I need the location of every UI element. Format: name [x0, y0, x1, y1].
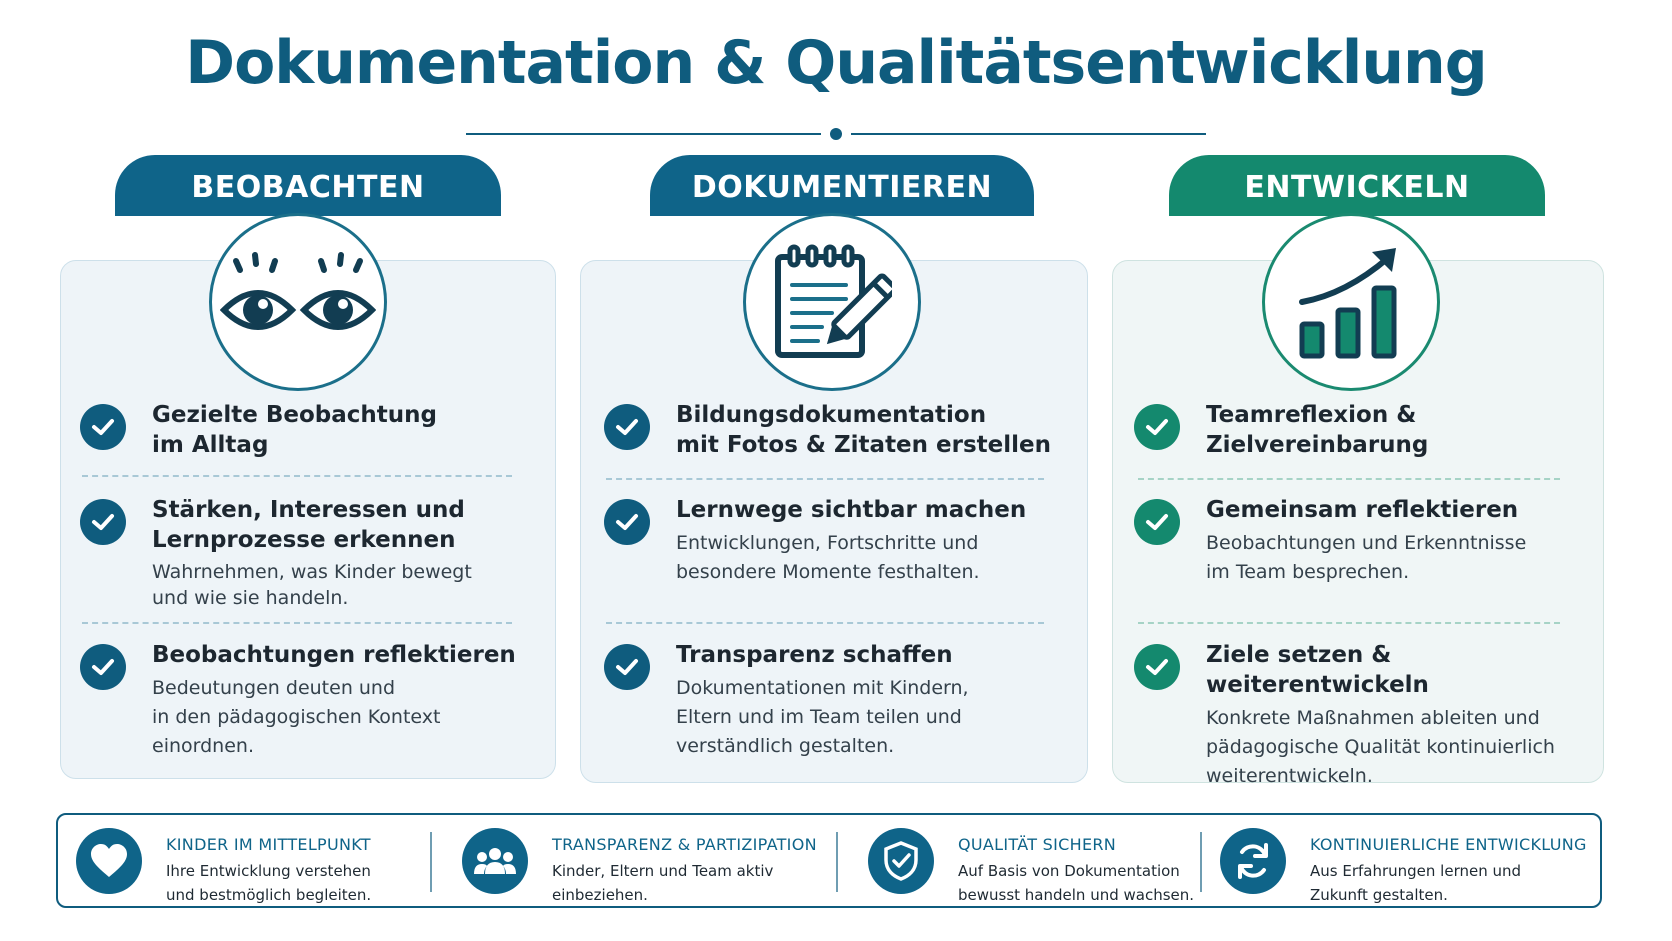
column-icon-circle — [743, 213, 921, 391]
check-icon — [1134, 644, 1180, 690]
item-title: Teamreflexion & Zielvereinbarung — [1206, 402, 1429, 458]
list-item — [80, 400, 532, 470]
column-heading: DOKUMENTIEREN — [650, 155, 1034, 216]
divider — [606, 478, 1044, 480]
item-text: Wahrnehmen, was Kinder bewegt und wie sie handeln. — [152, 561, 472, 609]
heart-icon — [76, 828, 142, 894]
refresh-icon — [1220, 828, 1286, 894]
item-text: Beobachtungen und Erkenntnisse im Team besprechen. — [1206, 532, 1527, 583]
list-item — [604, 495, 1064, 625]
notepad-pencil-icon — [772, 243, 892, 361]
footer-bar — [56, 813, 1602, 908]
divider — [1138, 622, 1560, 624]
growth-chart-icon — [1296, 244, 1406, 360]
column-heading: BEOBACHTEN — [115, 155, 501, 216]
divider — [606, 622, 1044, 624]
title-divider — [466, 128, 1206, 140]
column-entwickeln — [1112, 155, 1604, 787]
item-title: Ziele setzen & weiterentwickeln — [1206, 642, 1429, 698]
footer-divider — [1200, 832, 1202, 892]
divider — [1138, 478, 1560, 480]
item-text: Dokumentationen mit Kindern, Eltern und im Team teilen und verständlich gestalten. — [676, 677, 969, 757]
footer-heading: TRANSPARENZ & PARTIZIPATION — [552, 835, 817, 854]
check-icon — [80, 404, 126, 450]
column-beobachten — [60, 155, 556, 783]
list-item — [1134, 640, 1594, 787]
footer-text: Kinder, Eltern und Team aktiv einbeziehen. — [552, 862, 774, 904]
footer-divider — [836, 832, 838, 892]
column-dokumentieren — [580, 155, 1088, 783]
item-title: Beobachtungen reflektieren — [152, 642, 516, 668]
item-text: Konkrete Maßnahmen ableiten und pädagogische Qualität kontinuierlich weiterentwickeln. — [1206, 707, 1555, 787]
eyes-icon — [220, 252, 376, 352]
footer-item — [462, 815, 822, 906]
check-icon — [604, 499, 650, 545]
item-title: Gezielte Beobachtung im Alltag — [152, 402, 437, 458]
footer-item — [1220, 815, 1590, 906]
list-item — [1134, 400, 1580, 470]
check-icon — [604, 644, 650, 690]
footer-item — [868, 815, 1208, 906]
check-icon — [1134, 404, 1180, 450]
column-heading: ENTWICKELN — [1169, 155, 1545, 216]
list-item — [604, 400, 1064, 470]
shield-check-icon — [868, 828, 934, 894]
footer-divider — [430, 832, 432, 892]
list-item — [80, 495, 532, 625]
page-title: Dokumentation & Qualitätsentwicklung — [185, 28, 1487, 98]
footer-text: Ihre Entwicklung verstehen und bestmöglich begleiten. — [166, 862, 372, 904]
divider — [82, 475, 512, 477]
check-icon — [80, 499, 126, 545]
item-text: Bedeutungen deuten und in den pädagogischen Kontext einordnen. — [152, 677, 441, 757]
item-title: Lernwege sichtbar machen — [676, 497, 1027, 523]
footer-heading: QUALITÄT SICHERN — [958, 835, 1117, 854]
people-icon — [462, 828, 528, 894]
divider — [82, 622, 512, 624]
item-text: Entwicklungen, Fortschritte und besondere Momente festhalten. — [676, 532, 980, 583]
column-icon-circle — [209, 213, 387, 391]
list-item — [1134, 495, 1580, 625]
column-icon-circle — [1262, 213, 1440, 391]
check-icon — [80, 644, 126, 690]
item-title: Gemeinsam reflektieren — [1206, 497, 1519, 523]
footer-text: Aus Erfahrungen lernen und Zukunft gestalten. — [1310, 862, 1522, 904]
item-title: Stärken, Interessen und Lernprozesse erkennen — [152, 497, 465, 553]
footer-heading: KONTINUIERLICHE ENTWICKLUNG — [1310, 835, 1587, 854]
footer-text: Auf Basis von Dokumentation bewusst handeln und wachsen. — [958, 862, 1195, 904]
footer-item — [76, 815, 416, 906]
list-item — [604, 640, 1064, 770]
item-title: Transparenz schaffen — [676, 642, 953, 668]
check-icon — [604, 404, 650, 450]
footer-heading: KINDER IM MITTELPUNKT — [166, 835, 371, 854]
check-icon — [1134, 499, 1180, 545]
item-title: Bildungsdokumentation mit Fotos & Zitaten erstellen — [676, 402, 1052, 458]
list-item — [80, 640, 532, 770]
